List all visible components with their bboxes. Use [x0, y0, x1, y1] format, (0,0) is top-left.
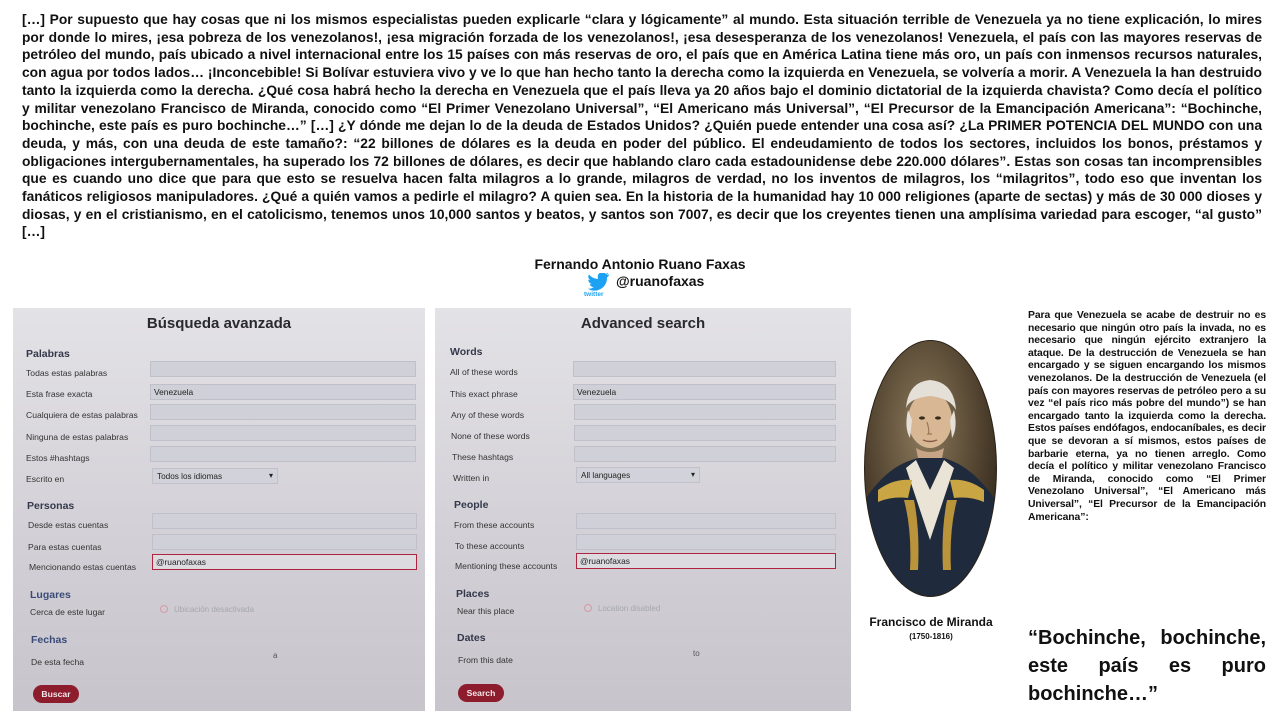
hashtags-input[interactable] — [150, 446, 416, 462]
near-label: Cerca de este lugar — [30, 607, 105, 617]
location-pin-icon — [160, 605, 168, 613]
exact-phrase-label: This exact phrase — [450, 389, 518, 399]
miranda-quote: “Bochinche, bochinche, este país es puro bochinche…” — [1028, 627, 1266, 705]
side-paragraph: Para que Venezuela se acabe de destruir no es necesario que ningún otro país la invada, no es necesario que ningún ejército extranjero la ataque. De la destrucción de Venezuela se han encargado y se siguen encargando los mismos venezolanos. De la destrucción de Venezuela (el país con mayores reservas de petróleo pero a su vez “el país rico más pobre del mundo”) se han encargado tanto la izquierda como la derecha. Estos países endófagos, endocaníbales, es decir que se devoran a sí mismos, estos países de barbarie eterna, ya no tienen arreglo. Como decía el político y militar venezolano Francisco de Miranda, conocido como “El Primer Venezolano Universal”, “El Americano más Universal”, “El Precursor de la Emancipación Americana”: — [1028, 310, 1266, 523]
from-accounts-input[interactable] — [152, 513, 417, 529]
hashtags-label: These hashtags — [452, 452, 514, 462]
location-pin-icon — [584, 604, 592, 612]
exact-phrase-input[interactable]: Venezuela — [150, 384, 416, 400]
language-value: Todos los idiomas — [157, 472, 223, 481]
advanced-search-screenshot-en — [435, 308, 851, 711]
essay-text: […] Por supuesto que hay cosas que ni los mismos especialistas pueden explicarle “clara y lógicamente” al mundo. Esta situación terrible de Venezuela ya no tiene explicación, lo mires por donde lo mires, ¡esa pobreza de los venezolanos!, ¡esa migración forzada de los venezolanos!, ¡esa desesperanza de los venezolanos! Venezuela, el país con las mayores reservas de petróleo del mundo, país ubicado a nivel internacional entre los 15 países con más reservas de oro, el país que en América Latina tiene más oro, un país con inmensos recursos naturales, con agua por todos lados… ¡Inconcebible! Si Bolívar estuviera vivo y ve lo que han hecho tanto la derecha como la izquierda en Venezuela, se volvería a morir. A Venezuela la han destruido tanto la izquierda como la derecha. ¿Qué cosa habrá hecho la derecha en Venezuela que el país lleva ya 20 años bajo el dominio dictatorial de la izquierda chavista? Como decía el político y militar venezolano Francisco de Miranda, conocido como “El Primer Venezolano Universal”, “El Americano más Universal”, “El Precursor de la Emancipación Americana”: “Bochinche, bochinche, este país es puro bochinche…” […] ¿Y dónde me dejan lo de la deuda de Estados Unidos? ¿Quién puede entender una cosa así? ¿La PRIMER POTENCIA DEL MUNDO con una deuda, y más, con una deuda de este tamaño?: “22 billones de dólares es la deuda en poder del público. El endeudamiento de todos los sectores, incluidos los bonos, préstamos y obligaciones intergubernamentales, ha superado los 72 billones de dólares, es decir que hablando claro cada estadounidense debe 220.000 dólares”. Estas son cosas tan incomprensibles que es cuando uno dice que para que esto se resuelva hacen falta milagros a lo grande, milagros de verdad, no los inventos de milagros, los “milagritos”, todo eso que inventan los fanáticos religiosos manipuladores. ¿Qué a quién vamos a pedirle el milagro? A quien sea. En la historia de la humanidad hay 10 000 religiones (aparte de sectas) y más de 30 000 dioses y diosas, y en el cristianismo, en el catolicismo, tenemos unos 10,000 santos y beatos, y santos son 7007, es decir que los creyentes tienen una amplísima variedad para escoger, “al gusto” […] — [22, 12, 1262, 240]
to-accounts-label: Para estas cuentas — [28, 542, 102, 552]
date-separator: a — [273, 651, 278, 660]
any-words-label: Cualquiera de estas palabras — [26, 410, 138, 420]
from-accounts-label: Desde estas cuentas — [28, 520, 109, 530]
location-state: Ubicación desactivada — [174, 605, 255, 614]
exact-phrase-input[interactable]: Venezuela — [573, 384, 836, 400]
section-words: Palabras — [26, 348, 70, 360]
section-places: Places — [456, 588, 490, 600]
section-words: Words — [450, 346, 483, 358]
location-toggle[interactable] — [584, 604, 660, 613]
page-title: Búsqueda avanzada — [146, 315, 292, 332]
hashtags-label: Estos #hashtags — [26, 453, 90, 463]
language-select[interactable] — [152, 468, 278, 484]
all-words-input[interactable] — [573, 361, 836, 377]
search-button[interactable]: Search — [458, 684, 504, 702]
section-people: Personas — [27, 500, 75, 512]
location-toggle[interactable] — [160, 605, 254, 614]
advanced-search-screenshot-es — [13, 308, 425, 711]
twitter-handle-row — [584, 271, 784, 299]
to-accounts-input[interactable] — [576, 534, 836, 550]
from-date-label: De esta fecha — [31, 657, 85, 667]
location-state: Location disabled — [598, 604, 661, 613]
twitter-bird-icon — [584, 273, 616, 297]
portrait-francisco-de-miranda — [864, 340, 997, 597]
page-title: Advanced search — [580, 315, 706, 332]
date-separator: to — [693, 649, 700, 658]
from-accounts-label: From these accounts — [454, 520, 535, 530]
none-words-input[interactable] — [150, 425, 416, 441]
any-words-input[interactable] — [574, 404, 836, 420]
twitter-handle: @ruanofaxas — [616, 273, 705, 289]
hashtags-input[interactable] — [574, 446, 836, 462]
exact-phrase-label: Esta frase exacta — [26, 389, 93, 399]
to-accounts-label: To these accounts — [455, 541, 525, 551]
all-words-input[interactable] — [150, 361, 416, 377]
none-words-label: Ninguna de estas palabras — [26, 432, 129, 442]
language-select[interactable] — [576, 467, 700, 483]
any-words-label: Any of these words — [451, 410, 525, 420]
chevron-down-icon: ▾ — [690, 470, 695, 479]
written-in-label: Written in — [453, 473, 490, 483]
none-words-input[interactable] — [574, 425, 836, 441]
section-places: Lugares — [30, 589, 71, 601]
mentioning-label: Mencionando estas cuentas — [29, 562, 137, 572]
search-button[interactable]: Buscar — [33, 685, 79, 703]
chevron-down-icon: ▾ — [268, 471, 273, 480]
mentioning-input[interactable]: @ruanofaxas — [576, 553, 836, 569]
section-people: People — [454, 499, 489, 511]
all-words-label: All of these words — [450, 367, 518, 377]
language-value: All languages — [581, 471, 631, 480]
from-date-label: From this date — [458, 655, 513, 665]
portrait-dates: (1750-1816) — [909, 632, 953, 641]
written-in-label: Escrito en — [26, 474, 65, 484]
mentioning-input[interactable]: @ruanofaxas — [152, 554, 417, 570]
none-words-label: None of these words — [451, 431, 530, 441]
mentioning-label: Mentioning these accounts — [455, 561, 558, 571]
portrait-caption: Francisco de Miranda — [869, 615, 993, 629]
portrait-image — [864, 340, 997, 597]
all-words-label: Todas estas palabras — [26, 368, 108, 378]
near-label: Near this place — [457, 606, 515, 616]
author-name: Fernando Antonio Ruano Faxas — [534, 256, 746, 272]
to-accounts-input[interactable] — [152, 534, 417, 550]
any-words-input[interactable] — [150, 404, 416, 420]
from-accounts-input[interactable] — [576, 513, 836, 529]
svg-text:twitter: twitter — [584, 291, 604, 297]
section-dates: Dates — [457, 632, 486, 644]
section-dates: Fechas — [31, 634, 68, 646]
